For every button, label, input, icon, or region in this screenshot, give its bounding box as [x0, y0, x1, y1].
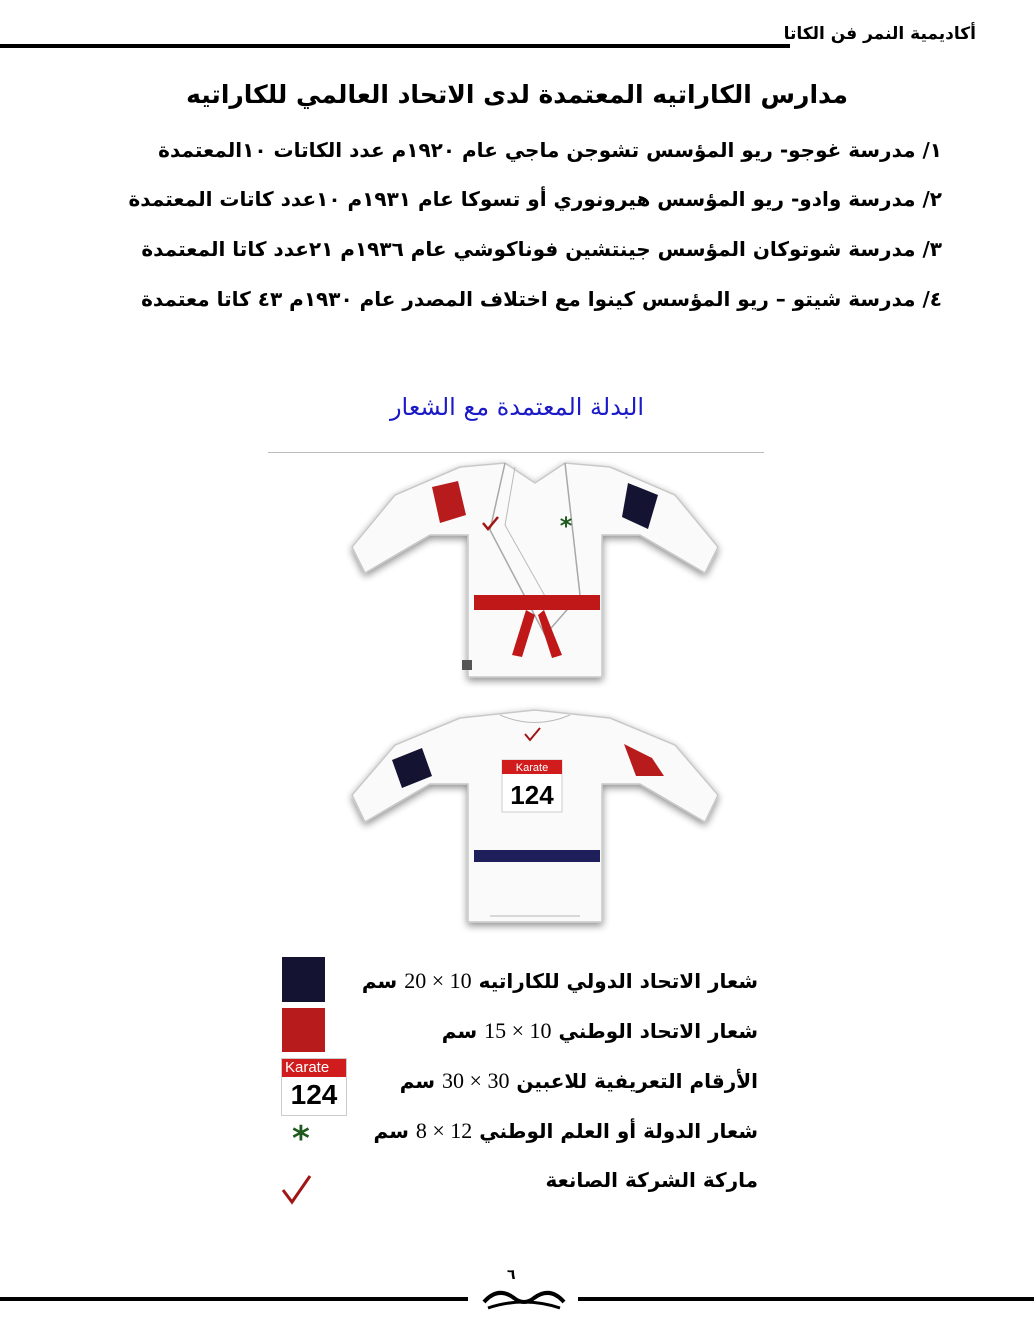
gi-front-illustration	[340, 455, 730, 695]
star-icon: *	[559, 512, 573, 540]
legend-label: ماركة الشركة الصانعة	[545, 1168, 758, 1192]
legend-unit: سم	[399, 1069, 436, 1093]
footer-rule-right	[578, 1297, 1034, 1301]
legend-row-3	[400, 1068, 758, 1094]
legend-label: شعار الاتحاد الوطني	[558, 1019, 758, 1043]
badge-swatch-label: Karate	[282, 1059, 346, 1077]
gi-back-illustration	[340, 700, 730, 935]
school-item-1: ١/ مدرسة غوجو- ريو المؤسس تشوجن ماجي عام ١٩٢٠م عدد الكاتات ١٠المعتمدة	[158, 138, 942, 162]
legend-size: 10 × 20	[404, 968, 472, 993]
legend-size: 30 × 30	[442, 1068, 510, 1093]
legend-row-4	[374, 1118, 758, 1144]
uniform-subtitle: البدلة المعتمدة مع الشعار	[389, 393, 645, 421]
navy-swatch	[282, 957, 325, 1002]
legend-label: الأرقام التعريفية للاعبين	[516, 1069, 758, 1093]
badge-label: Karate	[515, 762, 549, 774]
school-item-3: ٣/ مدرسة شوتوكان المؤسس جينتشين فوناكوشي عام ١٩٣٦م ٢١عدد كاتا المعتمدة	[141, 237, 942, 261]
legend-size: 12 × 8	[415, 1118, 473, 1143]
school-item-4: ٤/ مدرسة شيتو – ريو المؤسس كينوا مع اختلاف المصدر عام ١٩٣٠م ٤٣ كاتا معتمدة	[141, 287, 942, 311]
footer-rule-left	[0, 1297, 468, 1301]
legend-size: 10 × 15	[484, 1018, 552, 1043]
header-title: أكاديمية النمر فن الكاتا	[783, 24, 976, 44]
legend-unit: سم	[361, 969, 398, 993]
school-item-2: ٢/ مدرسة وادو- ريو المؤسس هيرونوري أو تسوكا عام ١٩٣١م ١٠عدد كاتات المعتمدة	[128, 187, 942, 211]
legend-row-1	[362, 968, 758, 994]
legend-row-5	[545, 1168, 758, 1192]
legend-label: شعار الدولة أو العلم الوطني	[479, 1119, 758, 1143]
red-swatch	[282, 1008, 325, 1052]
legend-unit: سم	[441, 1019, 478, 1043]
legend-unit: سم	[373, 1119, 409, 1143]
check-icon	[280, 1172, 314, 1206]
figure-rule	[268, 452, 764, 453]
page-number: ٦	[507, 1267, 516, 1283]
badge-number: 124	[510, 780, 554, 810]
badge-swatch-number: 124	[290, 1079, 338, 1110]
legend-label: شعار الاتحاد الدولي للكاراتيه	[478, 969, 758, 993]
karate-badge-swatch	[281, 1058, 347, 1116]
header-rule	[0, 44, 790, 48]
star-icon: *	[292, 1119, 310, 1159]
page-title: مدارس الكاراتيه المعتمدة لدى الاتحاد العالمي للكاراتيه	[186, 80, 848, 109]
footer-ornament-icon	[478, 1282, 570, 1314]
legend-row-2	[442, 1018, 758, 1044]
